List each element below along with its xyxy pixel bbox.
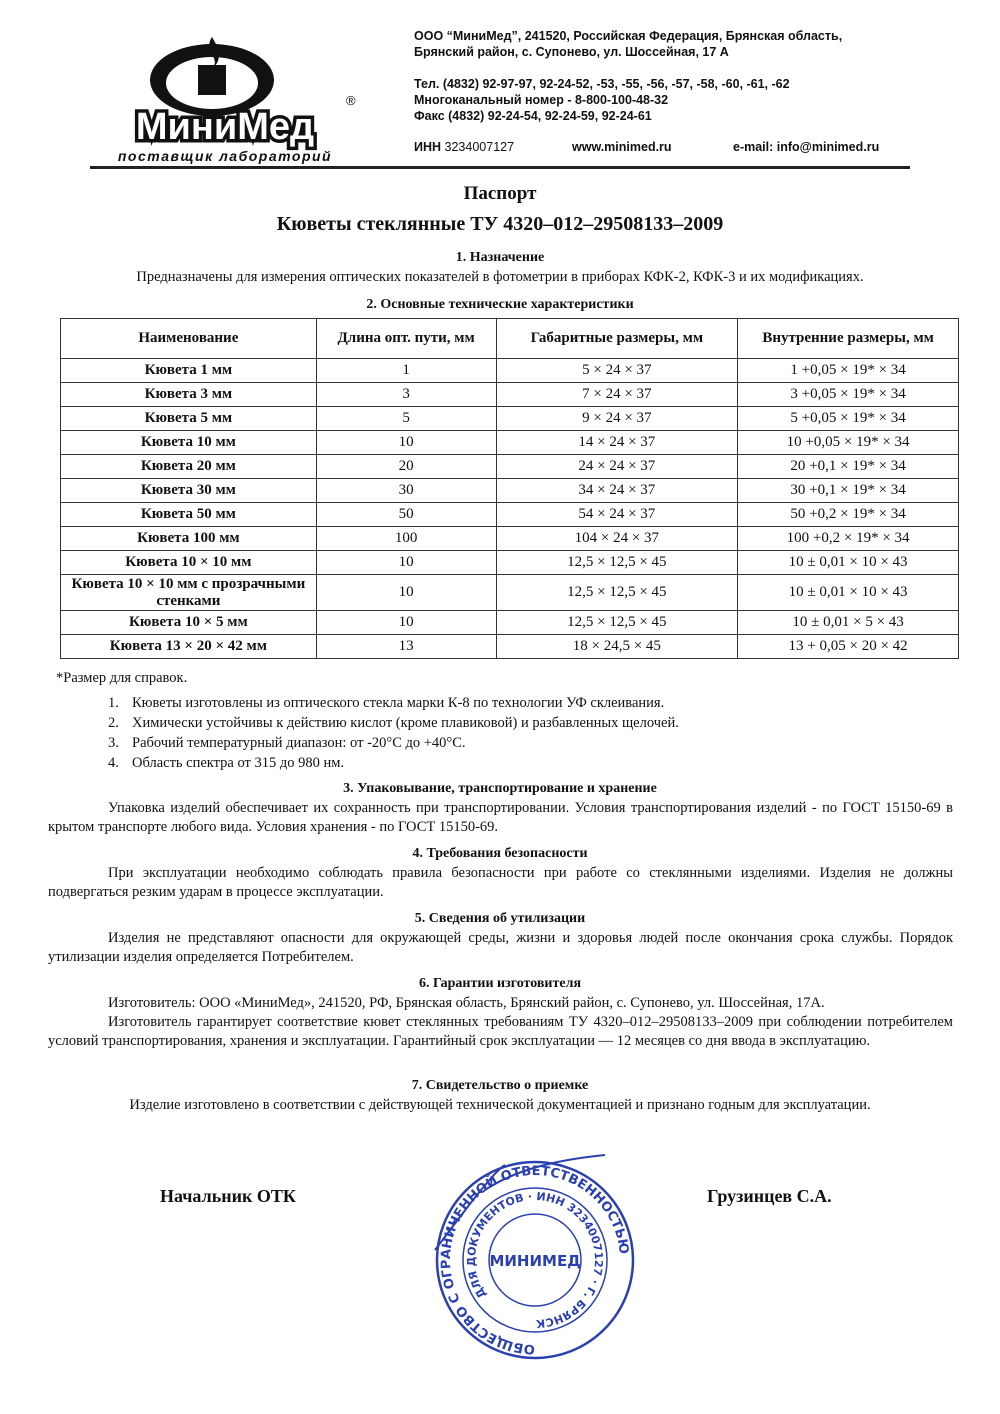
table-cell: Кювета 13 × 20 × 42 мм bbox=[61, 635, 317, 659]
section-heading: 3. Упаковывание, транспортирование и хранение bbox=[343, 781, 657, 796]
svg-text:ДЛЯ ДОКУМЕНТОВ · ИНН 323400712: ДЛЯ ДОКУМЕНТОВ · ИНН 3234007127 · Г. БРЯНСК bbox=[464, 1189, 606, 1331]
table-cell: 10 ± 0,01 × 10 × 43 bbox=[738, 575, 959, 611]
section-heading: 7. Свидетельство о приемке bbox=[411, 1078, 589, 1093]
table-cell: Кювета 10 × 10 мм с прозрачными стенками bbox=[61, 575, 317, 611]
table-cell: 100 +0,2 × 19* × 34 bbox=[738, 527, 959, 551]
section-heading: 4. Требования безопасности bbox=[412, 846, 588, 861]
address-line: Брянский район, с. Супонево, ул. Шоссейная, 17 А bbox=[414, 45, 729, 59]
table-cell: Кювета 1 мм bbox=[61, 359, 317, 383]
specs-table bbox=[60, 318, 959, 659]
list-text: Химически устойчивы к действию кислот (кроме плавиковой) и разбавленных щелочей. bbox=[132, 715, 679, 731]
table-row bbox=[61, 575, 959, 611]
table-cell: 30 bbox=[316, 479, 496, 503]
table-cell: 50 +0,2 × 19* × 34 bbox=[738, 503, 959, 527]
table-header-row bbox=[61, 319, 959, 359]
table-row bbox=[61, 383, 959, 407]
inn bbox=[414, 140, 514, 154]
table-row bbox=[61, 503, 959, 527]
section-heading: 6. Гарантии изготовителя bbox=[418, 976, 582, 991]
multichannel-phone: Многоканальный номер - 8-800-100-48-32 bbox=[414, 93, 669, 107]
section-text: Изделие изготовлено в соответствии с действующей технической документацией и признано годным для эксплуатации. bbox=[129, 1097, 871, 1113]
document-subtitle: Кюветы стеклянные ТУ 4320–012–29508133–2009 bbox=[276, 213, 724, 235]
list-number: 1. bbox=[108, 695, 119, 711]
table-cell: Кювета 10 × 10 мм bbox=[61, 551, 317, 575]
inn-label: ИНН bbox=[414, 140, 442, 154]
column-header: Длина опт. пути, мм bbox=[316, 319, 496, 359]
table-cell: 10 bbox=[316, 611, 496, 635]
email-link[interactable]: e-mail: info@minimed.ru bbox=[733, 140, 880, 154]
list-item bbox=[108, 713, 679, 733]
table-cell: 12,5 × 12,5 × 45 bbox=[496, 551, 738, 575]
signature-name: Грузинцев С.А. bbox=[707, 1186, 832, 1206]
table-cell: 10 bbox=[316, 551, 496, 575]
list-item bbox=[108, 753, 679, 773]
table-cell: 10 +0,05 × 19* × 34 bbox=[738, 431, 959, 455]
table-cell: 12,5 × 12,5 × 45 bbox=[496, 575, 738, 611]
section-text: При эксплуатации необходимо соблюдать правила безопасности при работе со стеклянными изделиями. Изделия не должны подвергаться резким ударам в процессе эксплуатации. bbox=[48, 865, 953, 900]
list-item bbox=[108, 693, 679, 713]
list-text: Рабочий температурный диапазон: от -20°С до +40°С. bbox=[132, 735, 466, 751]
section-text: Изделия не представляют опасности для окружающей среды, жизни и здоровья людей после окончания срока службы. Порядок утилизации изделия определяется Потребителем. bbox=[48, 930, 953, 965]
table-cell: 3 +0,05 × 19* × 34 bbox=[738, 383, 959, 407]
table-cell: 7 × 24 × 37 bbox=[496, 383, 738, 407]
table-cell: 30 +0,1 × 19* × 34 bbox=[738, 479, 959, 503]
column-header: Внутренние размеры, мм bbox=[738, 319, 959, 359]
table-cell: 13 bbox=[316, 635, 496, 659]
table-cell: 34 × 24 × 37 bbox=[496, 479, 738, 503]
section-text: Изготовитель гарантирует соответствие кювет стеклянных требованиям ТУ 4320–012–29508133–2009 при соблюдении потребителем условий транспортирования, хранения и эксплуатации. Гарантийный срок эксплуатации — 12 месяцев со дня ввода в эксплуатацию. bbox=[48, 1014, 953, 1049]
table-row bbox=[61, 431, 959, 455]
table-row bbox=[61, 527, 959, 551]
column-header: Габаритные размеры, мм bbox=[496, 319, 738, 359]
list-text: Область спектра от 315 до 980 нм. bbox=[132, 755, 345, 771]
table-cell: Кювета 3 мм bbox=[61, 383, 317, 407]
table-cell: 5 bbox=[316, 407, 496, 431]
footnote: *Размер для справок. bbox=[56, 670, 188, 686]
table-cell: 5 +0,05 × 19* × 34 bbox=[738, 407, 959, 431]
table-cell: 100 bbox=[316, 527, 496, 551]
table-cell: Кювета 50 мм bbox=[61, 503, 317, 527]
list-number: 2. bbox=[108, 715, 119, 731]
section-heading: 1. Назначение bbox=[455, 250, 545, 265]
section-text: Изготовитель: ООО «МиниМед», 241520, РФ, Брянская область, Брянский район, с. Супонево, ул. Шоссейная, 17А. bbox=[108, 995, 825, 1011]
section-text: Упаковка изделий обеспечивает их сохранность при транспортировании. Условия транспортирования изделий - по ГОСТ 15150-69 в крытом транспорте любого вида. Условия хранения - по ГОСТ 15150-69. bbox=[48, 800, 953, 835]
section-text: Предназначены для измерения оптических показателей в фотометрии в приборах КФК-2, КФК-3 и их модификациях. bbox=[136, 269, 864, 285]
table-cell: 10 bbox=[316, 431, 496, 455]
company-stamp bbox=[425, 1150, 645, 1365]
table-cell: 1 bbox=[316, 359, 496, 383]
address-line: ООО “МиниМед”, 241520, Российская Федерация, Брянская область, bbox=[414, 29, 843, 43]
table-row bbox=[61, 611, 959, 635]
table-cell: 20 bbox=[316, 455, 496, 479]
header-divider bbox=[90, 166, 910, 169]
table-cell: 10 bbox=[316, 575, 496, 611]
section-heading: 5. Сведения об утилизации bbox=[414, 911, 586, 926]
table-cell: 50 bbox=[316, 503, 496, 527]
list-text: Кюветы изготовлены из оптического стекла марки К-8 по технологии УФ склеивания. bbox=[132, 695, 665, 711]
company-contacts bbox=[414, 28, 842, 124]
table-cell: 5 × 24 × 37 bbox=[496, 359, 738, 383]
table-cell: 24 × 24 × 37 bbox=[496, 455, 738, 479]
svg-text:МИНИМЕД: МИНИМЕД bbox=[489, 1252, 581, 1270]
table-cell: 54 × 24 × 37 bbox=[496, 503, 738, 527]
list-number: 3. bbox=[108, 735, 119, 751]
signature-role: Начальник ОТК bbox=[160, 1186, 296, 1206]
list-item bbox=[108, 733, 679, 753]
table-cell: 20 +0,1 × 19* × 34 bbox=[738, 455, 959, 479]
svg-text:ОБЩЕСТВО С ОГРАНИЧЕННОЙ ОТВЕТС: ОБЩЕСТВО С ОГРАНИЧЕННОЙ ОТВЕТСТВЕННОСТЬЮ bbox=[438, 1163, 632, 1357]
table-cell: 1 +0,05 × 19* × 34 bbox=[738, 359, 959, 383]
table-cell: Кювета 30 мм bbox=[61, 479, 317, 503]
table-cell: 13 + 0,05 × 20 × 42 bbox=[738, 635, 959, 659]
document-title: Паспорт bbox=[463, 183, 537, 204]
table-cell: 10 ± 0,01 × 5 × 43 bbox=[738, 611, 959, 635]
table-cell: 3 bbox=[316, 383, 496, 407]
table-row bbox=[61, 407, 959, 431]
table-cell: 104 × 24 × 37 bbox=[496, 527, 738, 551]
inn-value: 3234007127 bbox=[444, 140, 515, 154]
table-row bbox=[61, 359, 959, 383]
notes-list bbox=[108, 693, 679, 773]
column-header: Наименование bbox=[61, 319, 317, 359]
svg-text:МиниМед: МиниМед bbox=[135, 106, 315, 148]
table-cell: 9 × 24 × 37 bbox=[496, 407, 738, 431]
table-cell: Кювета 5 мм bbox=[61, 407, 317, 431]
table-cell: 10 ± 0,01 × 10 × 43 bbox=[738, 551, 959, 575]
svg-text:поставщик лабораторий: поставщик лабораторий bbox=[117, 148, 333, 164]
table-cell: Кювета 10 мм bbox=[61, 431, 317, 455]
table-row bbox=[61, 635, 959, 659]
section-heading: 2. Основные технические характеристики bbox=[366, 297, 634, 312]
table-cell: Кювета 20 мм bbox=[61, 455, 317, 479]
table-cell: 14 × 24 × 37 bbox=[496, 431, 738, 455]
fax: Факс (4832) 92-24-54, 92-24-59, 92-24-61 bbox=[414, 109, 652, 123]
website-link[interactable]: www.minimed.ru bbox=[572, 140, 672, 154]
list-number: 4. bbox=[108, 755, 119, 771]
table-cell: Кювета 100 мм bbox=[61, 527, 317, 551]
table-row bbox=[61, 455, 959, 479]
table-row bbox=[61, 479, 959, 503]
phone: Тел. (4832) 92-97-97, 92-24-52, -53, -55, -56, -57, -58, -60, -61, -62 bbox=[414, 77, 790, 91]
table-cell: Кювета 10 × 5 мм bbox=[61, 611, 317, 635]
table-cell: 18 × 24,5 × 45 bbox=[496, 635, 738, 659]
table-cell: 12,5 × 12,5 × 45 bbox=[496, 611, 738, 635]
company-logo bbox=[90, 25, 360, 165]
svg-text:®: ® bbox=[346, 93, 356, 108]
table-row bbox=[61, 551, 959, 575]
